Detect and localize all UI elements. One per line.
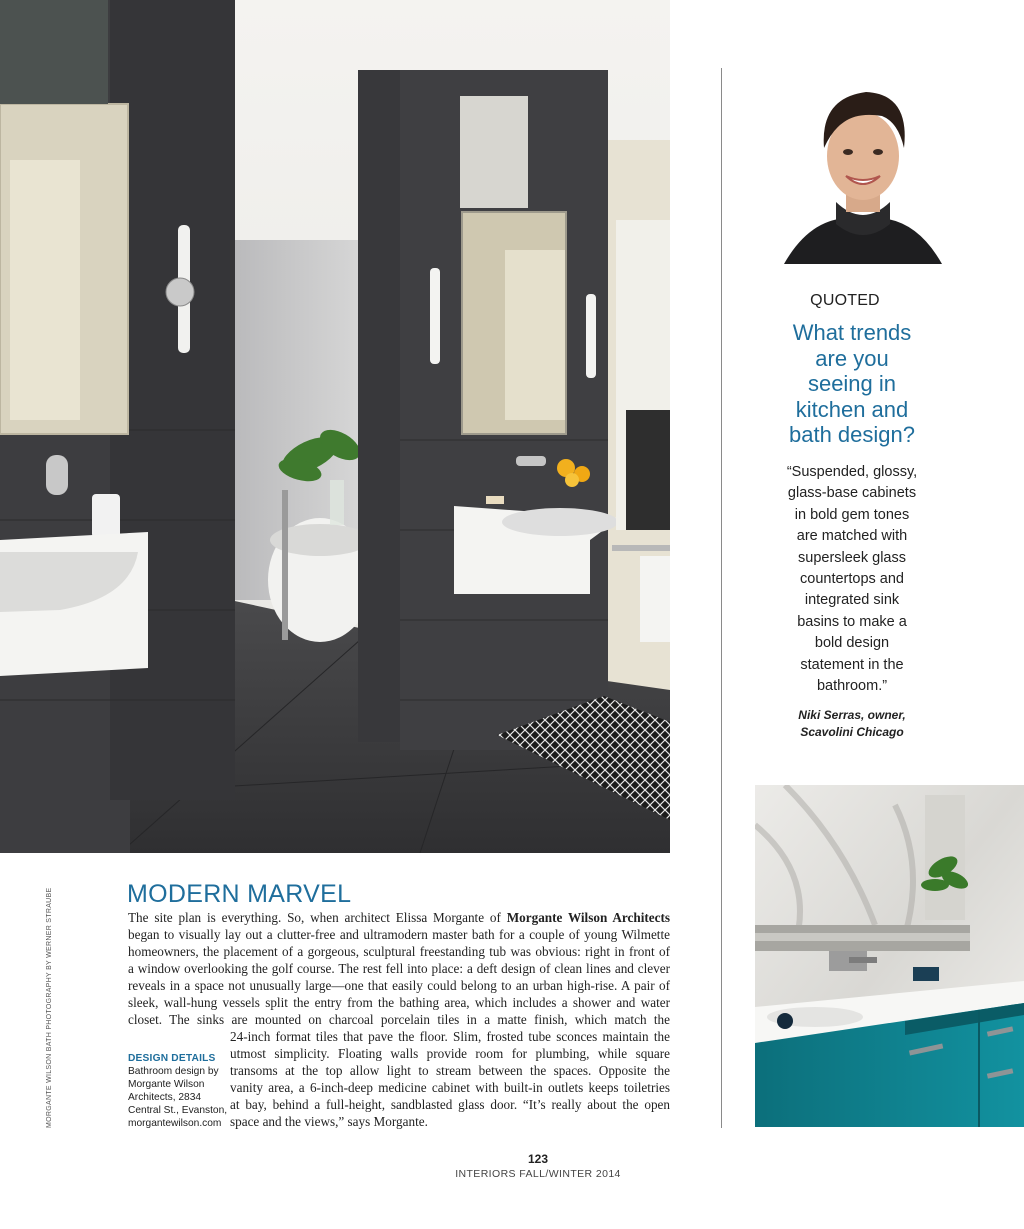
quote-line: countertops and (800, 571, 904, 588)
body-line: at bay, behind a full-height, sandblasted glass door. “It’s really about the open (230, 1097, 670, 1112)
sidebar-quote (770, 462, 934, 697)
sidebar-divider (721, 68, 722, 1128)
photo-credit: MORGANTE WILSON BATH PHOTOGRAPHY BY WERNER STRAUBE (46, 887, 53, 1128)
quote-line: supersleek glass (798, 549, 906, 566)
quote-line: “Suspended, glossy, (786, 464, 918, 480)
question-line: bath design? (789, 422, 915, 447)
body-line: vanity area, a 6-inch-deep medicine cabinet with built-in outlets keeps toiletries (230, 1080, 670, 1095)
quote-attribution (770, 707, 934, 741)
body-line: 24-inch format tiles that pave the floor. Slim, frosted tube sconces maintain the (230, 1029, 670, 1044)
design-details-line: Morgante Wilson (128, 1079, 205, 1090)
body-line: closet. The sinks are mounted on charcoal porcelain tiles in a matte finish, which match the (128, 1012, 670, 1027)
design-details-line: Central St., Evanston, (128, 1105, 228, 1116)
body-line: began to visually lay out a clutter-free and ultramodern master bath for a couple of young Wilmette (128, 927, 670, 942)
design-details-line: Architects, 2834 (128, 1092, 202, 1103)
vanity-illustration (755, 785, 1024, 1127)
main-bathroom-photo (0, 0, 670, 853)
body-line: homeowners, the placement of a gorgeous, sculptural freestanding tub was obvious: right in front of (128, 944, 670, 959)
article-body-top (128, 909, 670, 1028)
quote-line: integrated sink (804, 592, 900, 609)
body-line-text: The site plan is everything. So, when architect Elissa Morgante of (128, 910, 507, 925)
body-line (128, 909, 670, 926)
body-line: a window overlooking the golf course. The rest fell into place: a deft design of clean lines and clever (128, 961, 670, 976)
body-line: reveals in a space not unusually large—one that easily could belong to an urban high-rise. A pair of (128, 978, 670, 993)
body-line: utmost simplicity. Floating walls provide room for plumbing, while square (230, 1046, 670, 1061)
body-line: transoms at the top allow light to stream between the spaces. Opposite the (230, 1063, 670, 1078)
article-body-bottom (230, 1028, 670, 1130)
sidebar-label: QUOTED (810, 292, 880, 309)
question-line: seeing in (807, 371, 897, 396)
question-line: What trends (792, 320, 912, 345)
quote-line: in bold gem tones (794, 506, 910, 523)
firm-name: Morgante Wilson Architects (506, 910, 670, 925)
body-line: sleek, wall-hung vessels split the entry from the bathing area, which includes a shower and water (128, 995, 670, 1010)
quote-line: bold design (814, 635, 890, 652)
portrait-illustration (780, 78, 946, 264)
quote-line: bathroom.” (816, 678, 888, 695)
quote-line: glass-base cabinets (787, 485, 917, 502)
body-line: space and the views,” says Morgante. (230, 1114, 428, 1129)
design-details-line: Bathroom design by (128, 1066, 219, 1077)
sidebar-question (770, 320, 934, 448)
attribution-line: Niki Serras, owner, (798, 708, 906, 722)
issue-line: INTERIORS FALL/WINTER 2014 (455, 1168, 621, 1180)
design-details-title: DESIGN DETAILS (128, 1053, 216, 1064)
article-headline: MODERN MARVEL (127, 880, 352, 908)
question-line: are you (815, 345, 889, 371)
page-number: 123 (527, 1152, 549, 1166)
bathroom-illustration (0, 0, 670, 853)
design-details-box (128, 1052, 228, 1130)
quote-line: are matched with (796, 528, 908, 545)
design-details-link[interactable]: morgantewilson.com (128, 1118, 222, 1129)
attribution-line: Scavolini Chicago (800, 725, 904, 739)
vanity-cabinet-photo (755, 785, 1024, 1127)
portrait-photo (780, 78, 946, 264)
quote-line: basins to make a (797, 613, 907, 630)
quote-line: statement in the (800, 656, 904, 673)
question-line: kitchen and (795, 396, 909, 422)
